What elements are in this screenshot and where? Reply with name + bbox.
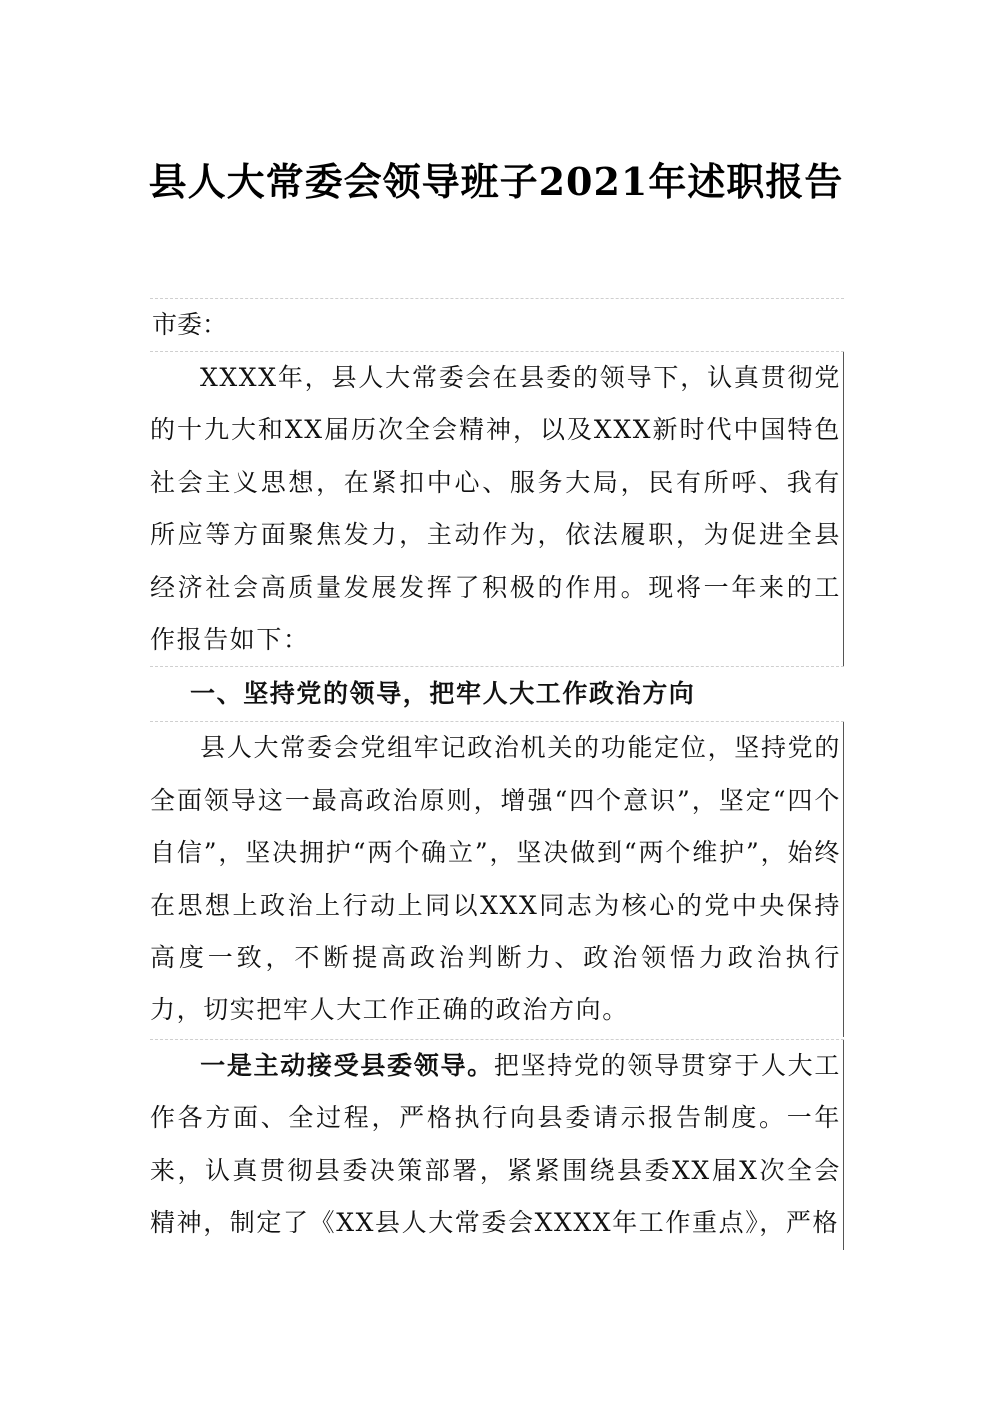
paragraph-section-1	[150, 722, 844, 1036]
document-body	[150, 298, 844, 1250]
paragraph-section-1-text: 县人大常委会党组牢记政治机关的功能定位，坚持党的全面领导这一最高政治原则，增强“四个意识”，坚定“四个自信”，坚决拥护“两个确立”，坚决做到“两个维护”，始终在思想上政治上行动上同以XXX同志为核心的党中央保持高度一致，不断提高政治判断力、政治领悟力政治执行力，切实把牢人大工作正确的政治方向。	[150, 733, 841, 1025]
paragraph-point-1-text: 把坚持党的领导贯穿于人大工作各方面、全过程，严格执行向县委请示报告制度。一年来，认真贯彻县委决策部署，紧紧围绕县委XX届X次全会精神，制定了《XX县人大常委会XXXX年工作重点》，严格	[150, 1050, 841, 1238]
paragraph-intro	[150, 352, 844, 666]
section-heading-1: 一、坚持党的领导，把牢人大工作政治方向	[190, 679, 696, 709]
paragraph-point-1	[150, 1040, 844, 1250]
paragraph-intro-text: XXXX年，县人大常委会在县委的领导下，认真贯彻党的十九大和XX届历次全会精神，以及XXX新时代中国特色社会主义思想，在紧扣中心、服务大局，民有所呼、我有所应等方面聚焦发力，主动作为，依法履职，为促进全县经济社会高质量发展发挥了积极的作用。现将一年来的工作报告如下：	[150, 363, 841, 655]
paragraph-point-1-lead: 一是主动接受县委领导。	[200, 1050, 494, 1080]
salutation: 市委：	[152, 310, 228, 339]
document-title: 县人大常委会领导班子2021年述职报告	[148, 159, 844, 204]
